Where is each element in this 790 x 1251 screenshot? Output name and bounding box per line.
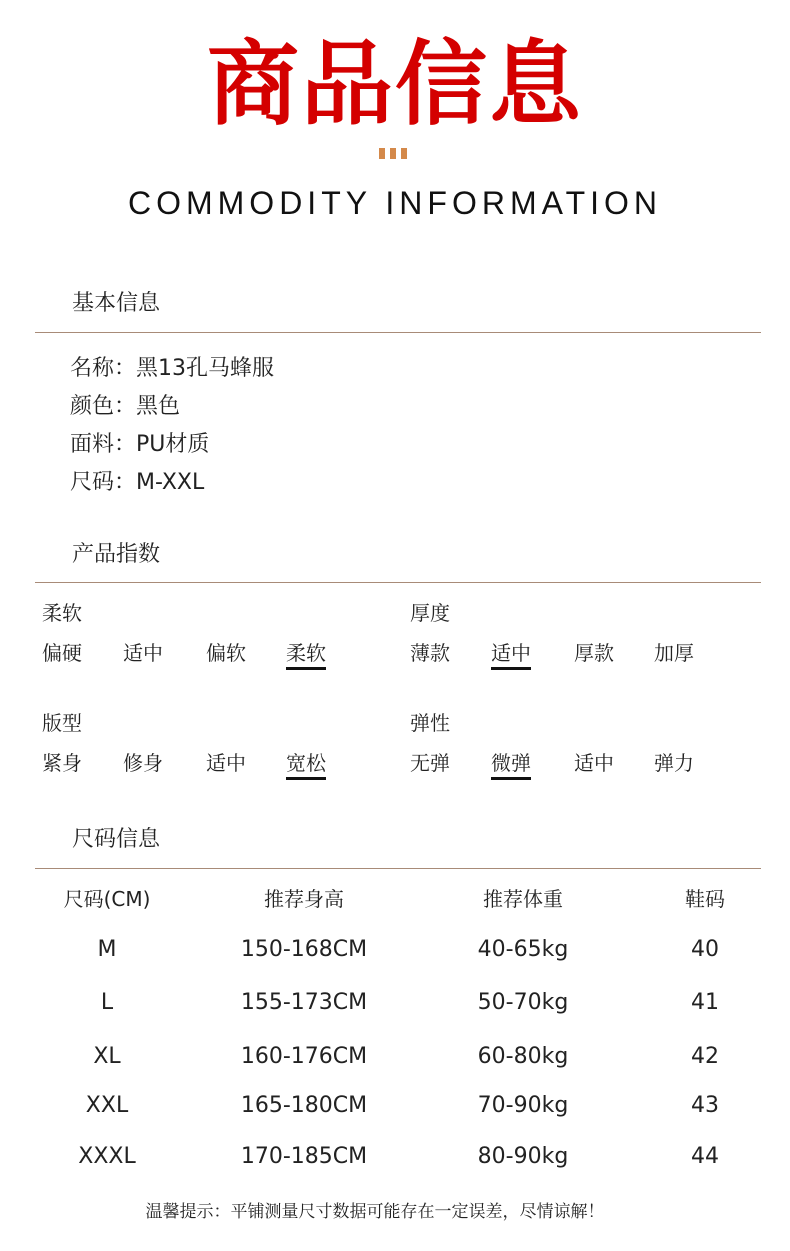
basic-info-heading: 基本信息 <box>72 291 161 316</box>
size-table-cell: 40 <box>691 937 719 962</box>
index-option: 无弹 <box>410 751 450 775</box>
size-table-cell: 80-90kg <box>477 1144 569 1169</box>
index-category-label: 版型 <box>42 711 82 735</box>
size-table-cell: 150-168CM <box>240 937 368 962</box>
index-option-selected: 宽松 <box>286 749 326 780</box>
product-index-heading: 产品指数 <box>72 542 161 567</box>
size-table-cell: 155-173CM <box>240 990 368 1015</box>
size-table-cell: XXL <box>85 1093 129 1118</box>
section-divider <box>35 582 761 583</box>
index-option-selected: 柔软 <box>286 639 326 670</box>
size-table-cell: M <box>97 937 117 962</box>
index-option: 加厚 <box>654 641 694 665</box>
page-title: 商品信息 <box>206 31 583 138</box>
index-category-label: 柔软 <box>42 601 82 625</box>
index-option: 弹力 <box>654 751 694 775</box>
size-table-cell: XL <box>93 1044 121 1069</box>
index-category-label: 弹性 <box>410 711 450 735</box>
size-table-cell: 165-180CM <box>240 1093 368 1118</box>
size-info-heading: 尺码信息 <box>72 827 161 852</box>
index-option: 薄款 <box>410 641 450 665</box>
index-option: 适中 <box>206 751 246 775</box>
size-table-cell: XXXL <box>78 1144 136 1169</box>
index-option: 修身 <box>123 751 163 775</box>
size-table-cell: 170-185CM <box>240 1144 368 1169</box>
size-table-cell: 160-176CM <box>240 1044 368 1069</box>
title-decoration <box>379 148 407 159</box>
index-option: 偏软 <box>206 641 246 665</box>
size-column-header: 鞋码 <box>685 887 725 911</box>
size-column-header: 推荐体重 <box>483 887 563 911</box>
info-name: 名称：黑13孔马蜂服 <box>70 356 274 381</box>
index-option: 偏硬 <box>42 641 82 665</box>
size-table-cell: 43 <box>691 1093 719 1118</box>
section-divider <box>35 868 761 869</box>
size-table-cell: 42 <box>691 1044 719 1069</box>
size-table-cell: 50-70kg <box>477 990 569 1015</box>
size-table-cell: 41 <box>691 990 719 1015</box>
info-color: 颜色：黑色 <box>70 394 181 419</box>
size-table-cell: L <box>100 990 114 1015</box>
section-divider <box>35 332 761 333</box>
index-category-label: 厚度 <box>410 601 450 625</box>
size-table-cell: 44 <box>691 1144 719 1169</box>
size-column-header: 尺码(CM) <box>63 887 151 911</box>
size-table-cell: 60-80kg <box>477 1044 569 1069</box>
index-option: 适中 <box>123 641 163 665</box>
measurement-note: 温馨提示：平铺测量尺寸数据可能存在一定误差，尽情谅解！ <box>145 1202 605 1222</box>
index-option-selected: 微弹 <box>491 749 531 780</box>
page-subtitle: COMMODITY INFORMATION <box>127 185 662 221</box>
index-option: 厚款 <box>574 641 614 665</box>
info-fabric: 面料：PU材质 <box>70 432 210 457</box>
size-table-cell: 40-65kg <box>477 937 569 962</box>
index-option: 紧身 <box>42 751 82 775</box>
index-option-selected: 适中 <box>491 639 531 670</box>
size-table-cell: 70-90kg <box>477 1093 569 1118</box>
size-column-header: 推荐身高 <box>264 887 344 911</box>
index-option: 适中 <box>574 751 614 775</box>
info-size: 尺码：M-XXL <box>70 470 205 495</box>
